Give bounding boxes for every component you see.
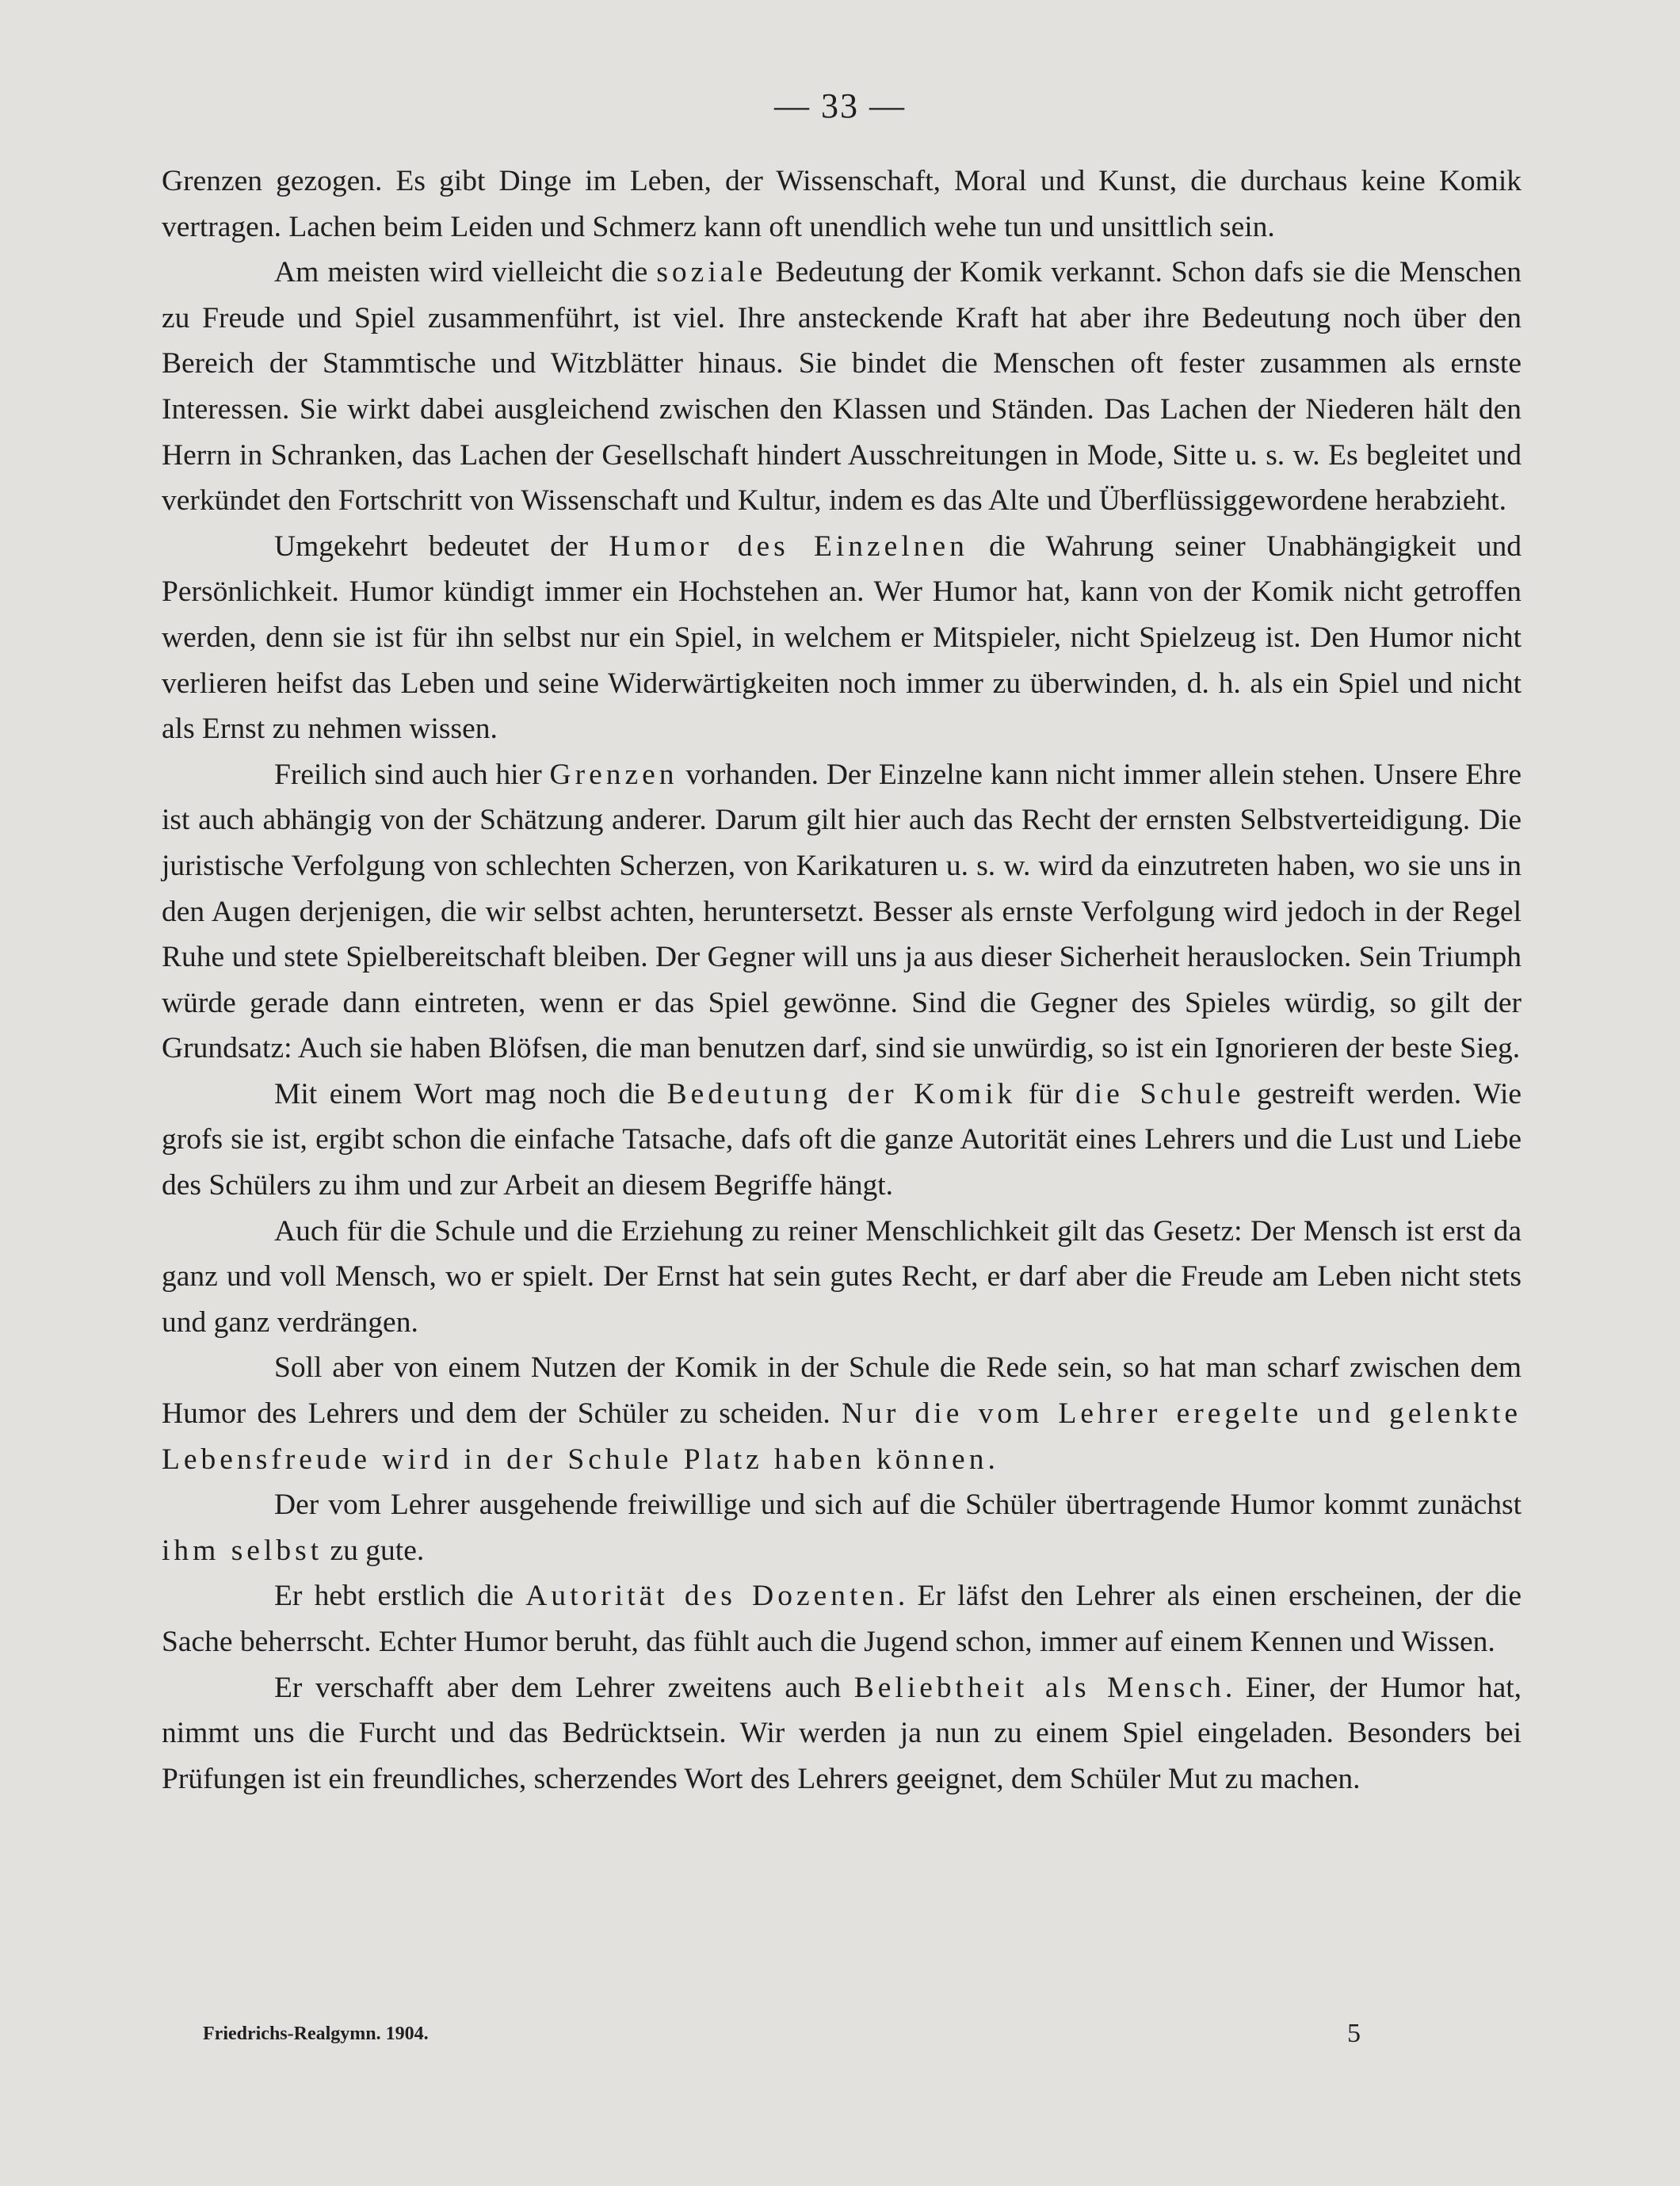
paragraph-text: für bbox=[1016, 1077, 1076, 1110]
paragraph-text: Der vom Lehrer ausgehende freiwillige und sich auf die Schüler übertragende Humor kommt zunächst bbox=[274, 1489, 1522, 1522]
paragraph bbox=[162, 752, 1522, 1072]
paragraph-text: Mit einem Wort mag noch die bbox=[274, 1077, 667, 1110]
spaced-emphasis: Autorität des Dozenten bbox=[525, 1580, 898, 1613]
paragraph bbox=[162, 1573, 1522, 1664]
body-text bbox=[162, 159, 1522, 1802]
paragraph-text: Er hebt erstlich die bbox=[274, 1580, 526, 1613]
paragraph bbox=[162, 1209, 1522, 1346]
paragraph-text: Am meisten wird vielleicht die bbox=[274, 256, 657, 289]
paragraph-text: Soll aber von einem Nutzen der Komik in der Schule die Rede sein, so hat man scharf zwischen dem Humor des Lehrers und dem der Schüler zu scheiden. bbox=[162, 1351, 1522, 1431]
paragraph-text: Er verschafft aber dem Lehrer zweitens auch bbox=[274, 1671, 854, 1704]
paragraph bbox=[162, 250, 1522, 524]
spaced-emphasis: Grenzen bbox=[549, 758, 678, 791]
spaced-emphasis: soziale bbox=[656, 256, 767, 289]
paragraph-text: Grenzen gezogen. Es gibt Dinge im Leben, der Wissenschaft, Moral und Kunst, die durchaus keine Komik vertragen. Lachen beim Leiden und Schmerz kann oft unendlich wehe tun und unsittlich sein. bbox=[162, 165, 1522, 243]
paragraph-text: . Einer, der Humor hat, nimmt uns die Furcht und das Bedrücktsein. Wir werden ja nun zu einem Spiel eingeladen. Besonders bei Prüfungen ist ein freundliches, scherzendes Wort des Lehrers geeignet, dem Schüler Mut zu machen. bbox=[162, 1671, 1522, 1795]
paragraph bbox=[162, 524, 1522, 752]
footer-signature: 5 bbox=[1347, 2019, 1361, 2048]
paragraph-text: gestreift werden. Wie grofs sie ist, ergibt schon die einfache Tatsache, dafs oft die ganze Autorität eines Lehrers und die Lust und Liebe des Schülers zu ihm und zur Arbeit an diesem Begriffe hängt. bbox=[162, 1077, 1522, 1202]
spaced-emphasis: Bedeutung der Komik bbox=[666, 1077, 1017, 1110]
spaced-emphasis: ihm selbst bbox=[162, 1534, 323, 1567]
paragraph-text: Umgekehrt bedeutet der bbox=[274, 529, 609, 563]
paragraph bbox=[162, 1345, 1522, 1482]
spaced-emphasis: die Schule bbox=[1075, 1077, 1245, 1110]
paragraph-text: . Er läfst den Lehrer als einen erscheinen, der die Sache beherrscht. Echter Humor beruht, das fühlt auch die Jugend schon, immer auf einem Kennen und Wissen. bbox=[162, 1580, 1522, 1658]
paragraph-text: Freilich sind auch hier bbox=[274, 758, 550, 791]
paragraph-text: zu gute. bbox=[323, 1534, 425, 1567]
paragraph-text: vorhanden. Der Einzelne kann nicht immer allein stehen. Unsere Ehre ist auch abhängig von der Schätzung anderer. Darum gilt hier auch das Recht der ernsten Selbstverteidigung. Die juristische Verfolgung von schlechten Scherzen, von Karikaturen u. s. w. wird da einzutreten haben, wo sie uns in den Augen derjenigen, die wir selbst achten, heruntersetzt. Besser als ernste Verfolgung wird jedoch in der Regel Ruhe und stete Spielbereitschaft bleiben. Der Gegner will uns ja aus dieser Sicherheit herauslocken. Sein Triumph würde gerade dann eintreten, wenn er das Spiel gewönne. Sind die Gegner des Spieles würdig, so gilt der Grundsatz: Auch sie haben Blöfsen, die man benutzen darf, sind sie unwürdig, so ist ein Ignorieren der beste Sieg. bbox=[162, 758, 1522, 1065]
paragraph-text: Bedeutung der Komik verkannt. Schon dafs sie die Menschen zu Freude und Spiel zusammenführt, ist viel. Ihre ansteckende Kraft hat aber ihre Bedeutung noch über den Bereich der Stammtische und Witzblätter hinaus. Sie bindet die Menschen oft fester zusammen als ernste Interessen. Sie wirkt dabei ausgleichend zwischen den Klassen und Ständen. Das Lachen der Niederen hält den Herrn in Schranken, das Lachen der Gesellschaft hindert Ausschreitungen in Mode, Sitte u. s. w. Es begleitet und verkündet den Fortschritt von Wissenschaft und Kultur, indem es das Alte und Überflüssiggewordene herabzieht. bbox=[162, 256, 1522, 518]
footer-source: Friedrichs-Realgymn. 1904. bbox=[203, 2024, 429, 2044]
paragraph-text: Auch für die Schule und die Erziehung zu reiner Menschlichkeit gilt das Gesetz: Der Mensch ist erst da ganz und voll Mensch, wo er spielt. Der Ernst hat sein gutes Recht, er darf aber die Freude am Leben nicht stets und ganz verdrängen. bbox=[162, 1214, 1522, 1339]
paragraph bbox=[162, 159, 1522, 250]
paragraph-text: die Wahrung seiner Unabhängigkeit und Persönlichkeit. Humor kündigt immer ein Hochstehen an. Wer Humor hat, kann von der Komik nicht getroffen werden, denn sie ist für ihn selbst nur ein Spiel, in welchem er Mitspieler, nicht Spielzeug ist. Den Humor nicht verlieren heifst das Leben und seine Widerwärtigkeiten noch immer zu überwinden, d. h. als ein Spiel und nicht als Ernst zu nehmen wissen. bbox=[162, 529, 1522, 746]
paragraph bbox=[162, 1072, 1522, 1209]
paragraph bbox=[162, 1665, 1522, 1802]
paragraph bbox=[162, 1482, 1522, 1573]
page-number: — 33 — bbox=[774, 86, 906, 125]
spaced-emphasis: Humor des Einzelnen bbox=[609, 529, 968, 563]
spaced-emphasis: Beliebtheit als Mensch bbox=[853, 1671, 1225, 1704]
spaced-emphasis: Nur die vom Lehrer eregelte und gelenkte Lebensfreude wird in der Schule Platz haben können. bbox=[162, 1397, 1522, 1476]
